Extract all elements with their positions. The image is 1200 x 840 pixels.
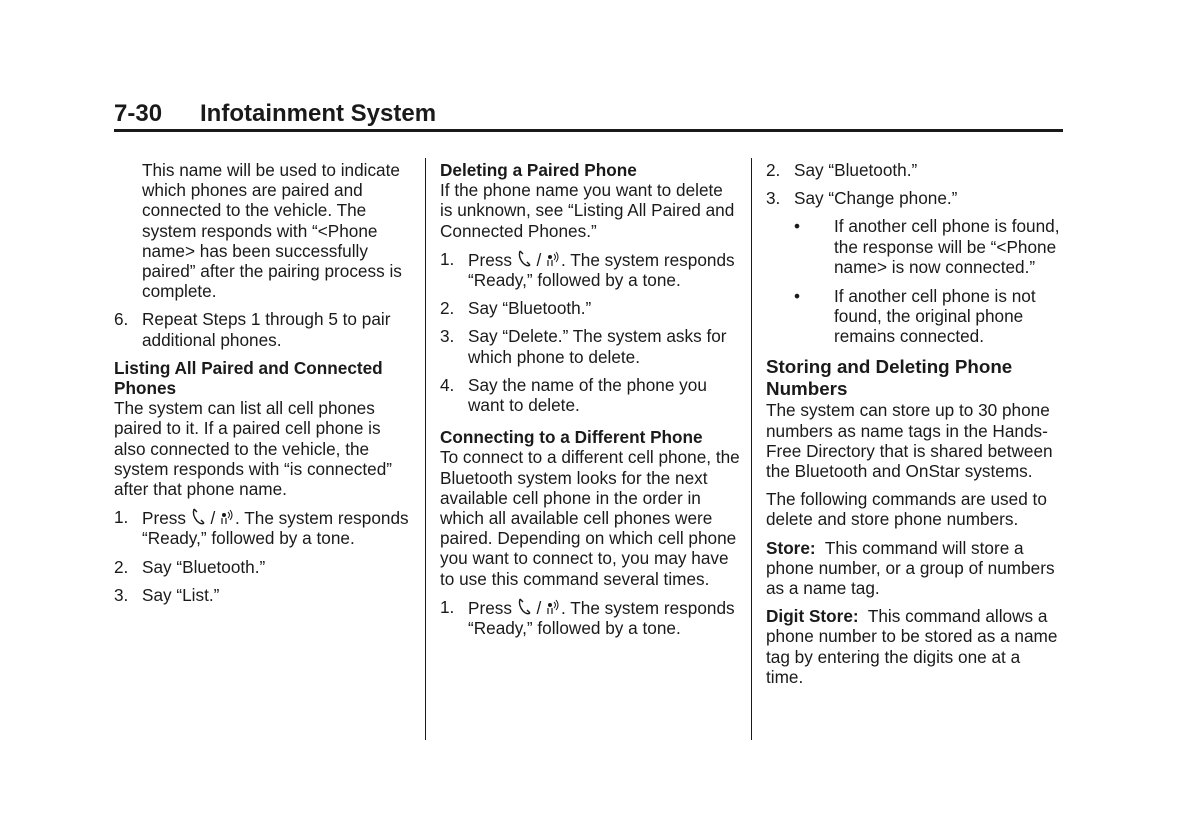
list-item xyxy=(440,249,740,290)
step-text: Repeat Steps 1 through 5 to pair additional phones. xyxy=(142,309,391,350)
store-command-label: Store: xyxy=(766,537,816,558)
step-number: 1. xyxy=(440,596,455,617)
phone-icon xyxy=(517,249,532,268)
step-text: Say “Bluetooth.” xyxy=(142,556,266,577)
storing-paragraph-2: The following commands are used to delete and store phone numbers. xyxy=(766,489,1047,530)
phone-icon xyxy=(191,507,206,526)
step-number: 1. xyxy=(114,507,129,528)
step-number: 4. xyxy=(440,374,455,395)
bullet-item xyxy=(766,216,1062,277)
pairing-intro-text: This name will be used to indicate which phones are paired and connected to the vehicle. The system responds with “<Phone name> has been successfully paired” after the pairing process is complete. xyxy=(142,160,402,302)
step-text: Say “Change phone.” xyxy=(794,188,958,209)
icon-separator: / xyxy=(531,249,547,270)
section-heading-connecting: Connecting to a Different Phone xyxy=(440,427,703,448)
column-divider-1 xyxy=(425,158,426,740)
step-number: 2. xyxy=(766,160,781,180)
column-2 xyxy=(440,160,740,646)
digit-store-command-text: This command allows a phone number to be stored as a name tag by entering the digits one at a time. xyxy=(766,606,1058,687)
step-text-post: . The system responds “Ready,” followed by a tone. xyxy=(468,249,735,291)
voice-command-icon xyxy=(546,249,561,268)
list-item xyxy=(114,507,416,548)
bullet-item xyxy=(766,286,1062,347)
list-item xyxy=(440,298,740,318)
bullet-marker: • xyxy=(794,286,801,307)
column-1 xyxy=(114,160,416,613)
phone-icon xyxy=(517,597,532,616)
bullet-marker: • xyxy=(794,216,801,237)
section-heading-listing: Listing All Paired and Connected Phones xyxy=(114,357,383,399)
list-item xyxy=(440,326,740,366)
list-item xyxy=(114,309,416,349)
deleting-paragraph: If the phone name you want to delete is unknown, see “Listing All Paired and Connected Phones.” xyxy=(440,180,735,241)
column-3 xyxy=(766,160,1062,695)
step-text: Say “Bluetooth.” xyxy=(468,298,592,319)
section-heading-deleting: Deleting a Paired Phone xyxy=(440,160,637,180)
header-rule xyxy=(114,129,1063,132)
step-text: Say “List.” xyxy=(142,584,220,605)
page-number: 7-30 xyxy=(114,100,163,127)
step-text-post: . The system responds “Ready,” followed by a tone. xyxy=(142,508,409,549)
step-text: Say “Delete.” The system asks for which phone to delete. xyxy=(468,326,727,367)
step-text: Say the name of the phone you want to delete. xyxy=(468,374,707,416)
step-number: 1. xyxy=(440,248,455,269)
icon-separator: / xyxy=(531,597,547,618)
section-heading-storing: Storing and Deleting Phone Numbers xyxy=(766,355,1013,400)
list-item xyxy=(114,585,416,605)
digit-store-command-paragraph xyxy=(766,606,1062,687)
step-text: Say “Bluetooth.” xyxy=(794,160,918,180)
listing-paragraph: The system can list all cell phones paired to it. If a paired cell phone is also connected to the vehicle, the system responds with “is connected” after that phone name. xyxy=(114,398,392,500)
list-item xyxy=(440,597,740,638)
step-text-pre: Press xyxy=(468,249,517,270)
step-text-post: . The system responds “Ready,” followed by a tone. xyxy=(468,597,735,639)
step-number: 3. xyxy=(114,584,129,605)
list-item xyxy=(114,557,416,577)
step-text-pre: Press xyxy=(468,597,517,618)
step-number: 2. xyxy=(440,298,455,319)
page-title: Infotainment System xyxy=(200,100,437,127)
digit-store-command-label: Digit Store: xyxy=(766,606,859,627)
bullet-text: If another cell phone is found, the response will be “<Phone name> is now connected.” xyxy=(834,216,1060,277)
storing-paragraph-1: The system can store up to 30 phone numbers as name tags in the Hands-Free Directory that is shared between the Bluetooth and OnStar systems. xyxy=(766,400,1053,482)
bullet-text: If another cell phone is not found, the original phone remains connected. xyxy=(834,286,1036,347)
list-item xyxy=(766,188,1062,208)
step-number: 3. xyxy=(440,326,455,347)
icon-separator: / xyxy=(205,508,221,529)
page-header xyxy=(114,100,1062,130)
store-command-paragraph xyxy=(766,538,1062,599)
voice-command-icon xyxy=(546,597,561,616)
connecting-paragraph: To connect to a different cell phone, the Bluetooth system looks for the next available cell phone in the order in which all available cell phones were paired. Depending on which cell phone you want to connect to, you may have to use this command several times. xyxy=(440,447,740,589)
list-item xyxy=(766,160,1062,180)
store-command-text: This command will store a phone number, or a group of numbers as a name tag. xyxy=(766,537,1055,599)
voice-command-icon xyxy=(220,507,235,526)
column-divider-2 xyxy=(751,158,752,740)
list-item xyxy=(440,375,740,415)
step-text-pre: Press xyxy=(142,508,191,529)
step-number: 3. xyxy=(766,188,781,209)
step-number: 2. xyxy=(114,556,129,577)
step-number: 6. xyxy=(114,309,129,330)
